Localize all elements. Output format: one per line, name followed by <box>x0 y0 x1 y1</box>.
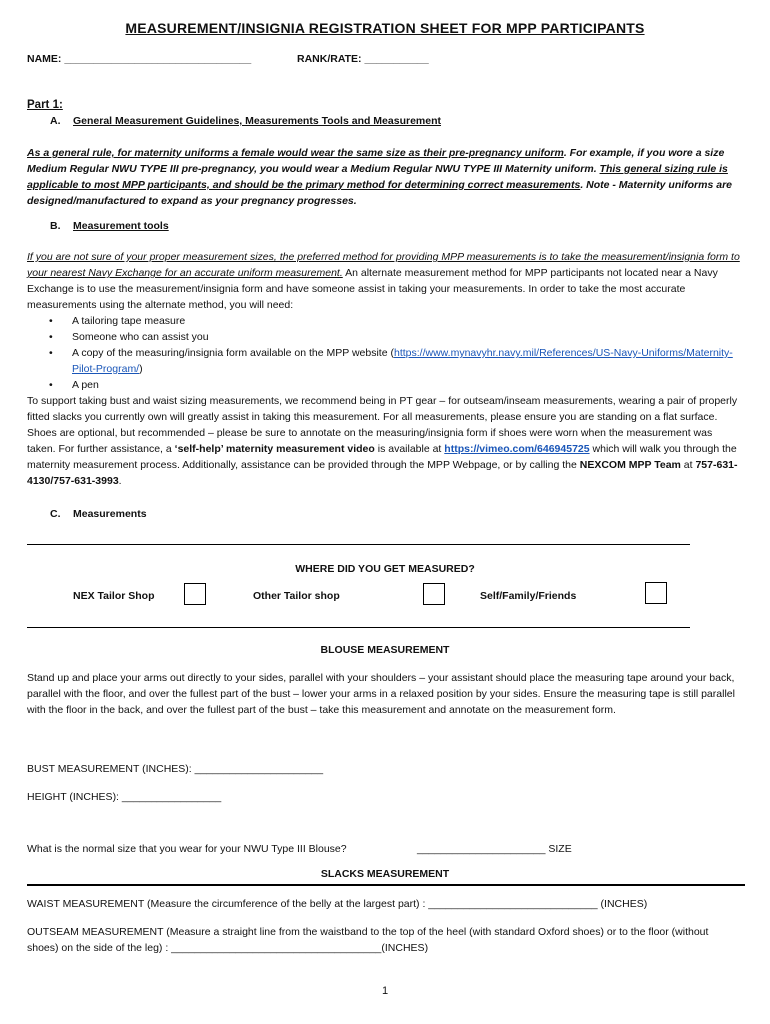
blouse-heading: BLOUSE MEASUREMENT <box>320 644 450 656</box>
name-field[interactable] <box>27 51 251 67</box>
section-a-title: General Measurement Guidelines, Measurements Tools and Measurement <box>73 115 442 127</box>
divider <box>27 884 745 886</box>
video-link[interactable]: https://vimeo.com/646945725 <box>444 443 590 455</box>
support-text: To support taking bust and waist sizing measurements, we recommend being in PT gear – for outseam/inseam measurements, wearing a pair of properly fitted slacks you currently own will greatly assist in taking this measurement. For all measurements, please ensure you are standing on a flat surface. Shoes are optional, but recommended – please be sure to annotate on the measuring/insignia form if shoes were worn when the measurement was taken. For further assistance, a <box>27 395 738 455</box>
assistance-text: which will walk you through the maternity measurement process. Additionally, assistance can be provided through the MPP Webpage, or by calling the <box>27 443 737 471</box>
separator-text: . <box>593 163 600 175</box>
mpp-website-link[interactable]: https://www.mynavyhr.navy.mil/References/US-Navy-Uniforms/Maternity-Pilot-Program/ <box>72 347 733 375</box>
section-b-body <box>27 249 742 489</box>
outseam-field[interactable]: OUTSEAM MEASUREMENT (Measure a straight line from the waistband to the top of the heel (with standard Oxford shoes) or to the floor (without shoes) on the side of the leg) : ____________________________________(INCHES) <box>27 926 709 954</box>
rank-label: RANK/RATE: <box>297 53 362 65</box>
list-item <box>27 345 742 377</box>
bullet3-close: ) <box>139 363 143 375</box>
list-item: • A tailoring tape measure <box>27 313 742 329</box>
list-item: • Someone who can assist you <box>27 329 742 345</box>
note-text: . Note - Maternity uniforms are designed/manufactured to expand as your pregnancy progresses. <box>27 179 733 207</box>
self-family-checkbox[interactable] <box>645 582 667 604</box>
section-a-paragraph <box>27 145 742 209</box>
page-number: 1 <box>381 985 389 997</box>
name-label: NAME: <box>27 53 62 65</box>
period-text: . <box>118 475 122 487</box>
other-tailor-checkbox[interactable] <box>423 583 445 605</box>
sizing-rule-text: This general sizing rule is applicable to most MPP participants, and should be the primary method for determining correct measurements <box>27 163 728 191</box>
list-item: • A pen <box>27 377 742 393</box>
page-title: MEASUREMENT/INSIGNIA REGISTRATION SHEET FOR MPP PARTICIPANTS <box>125 20 645 36</box>
section-c-title: Measurements <box>73 508 147 520</box>
available-text: is available at <box>374 443 445 455</box>
alternate-method-text: An alternate measurement method for MPP participants not located near a Navy Exchange is to use the measurement/insignia form and have someone assist in taking your measurements. In order to take the most accurate measurements using the alternate method, you will need: <box>27 267 718 311</box>
general-rule-text: As a general rule, for maternity uniforms a female would wear the same size as their pre-pregnancy uniform <box>27 147 564 159</box>
rank-blank: ___________ <box>364 53 429 65</box>
slacks-heading: SLACKS MEASUREMENT <box>320 868 450 880</box>
bullet3-text: A copy of the measuring/insignia form available on the MPP website ( <box>72 347 394 359</box>
at-text: at <box>680 459 696 471</box>
normal-size-question: What is the normal size that you wear for your NWU Type III Blouse? <box>27 843 347 855</box>
self-family-label: Self/Family/Friends <box>480 590 577 602</box>
team-name: NEXCOM MPP Team <box>579 459 681 471</box>
section-a-letter: A. <box>50 115 61 127</box>
section-b-title: Measurement tools <box>73 220 169 232</box>
rank-field[interactable] <box>297 51 429 67</box>
tools-list <box>27 313 742 393</box>
section-c-letter: C. <box>50 508 61 520</box>
self-help-video-text: ‘self-help’ maternity measurement video <box>174 443 375 455</box>
where-measured-question: WHERE DID YOU GET MEASURED? <box>295 563 475 575</box>
preferred-method-text: If you are not sure of your proper measurement sizes, the preferred method for providing MPP measurements is to take the measurement/insignia form to your nearest Navy Exchange for an accurate uniform measurement. <box>27 251 740 279</box>
section-b-letter: B. <box>50 220 61 232</box>
normal-size-field[interactable]: ______________________ SIZE <box>417 843 572 855</box>
nex-tailor-checkbox[interactable] <box>184 583 206 605</box>
height-field[interactable]: HEIGHT (INCHES): _________________ <box>27 791 222 803</box>
name-blank: ________________________________ <box>64 53 252 65</box>
divider <box>27 544 690 545</box>
waist-field[interactable]: WAIST MEASUREMENT (Measure the circumference of the belly at the largest part) : _____________________________ (INCHES) <box>27 898 648 910</box>
part1-heading: Part 1: <box>27 99 63 111</box>
phone-number: 757-631-4130/757-631-3993 <box>27 459 738 487</box>
nex-tailor-label: NEX Tailor Shop <box>73 590 155 602</box>
blouse-instructions: Stand up and place your arms out directly to your sides, parallel with your shoulders – your assistant should place the measuring tape around your back, parallel with the floor, and over the fullest part of the bust – lower your arms in a relaxed position by your sides. Ensure the measuring tape is still parallel with the floor in the back, and over the fullest part of the bust – take this measurement and annotate on the measurement form. <box>27 672 735 716</box>
bust-field[interactable]: BUST MEASUREMENT (INCHES): ______________________ <box>27 763 324 775</box>
example-text: . For example, if you wore a size Medium Regular NWU TYPE III pre-pregnancy, you would wear a Medium Regular NWU TYPE III Maternity uniform <box>27 147 725 175</box>
divider <box>27 627 690 628</box>
other-tailor-label: Other Tailor shop <box>253 590 340 602</box>
